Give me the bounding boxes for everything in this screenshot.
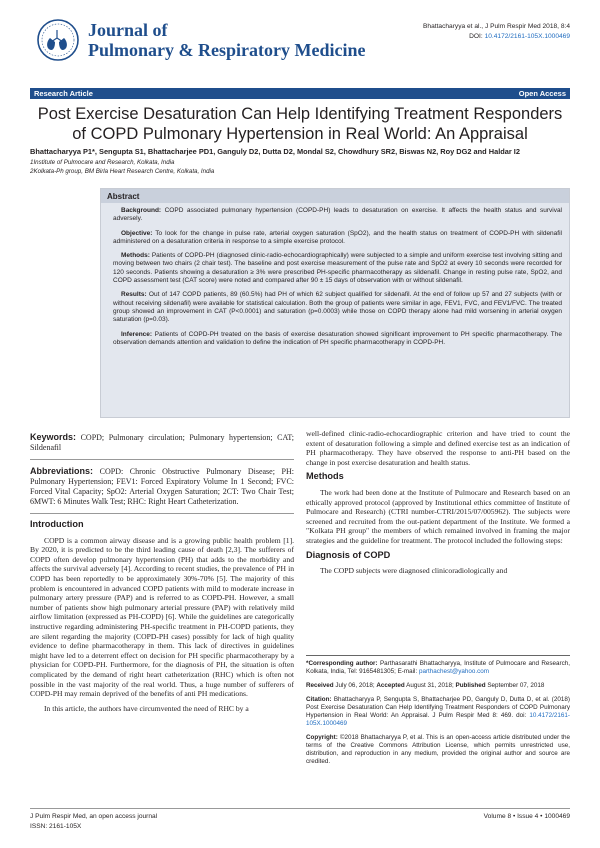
introduction-heading: Introduction — [30, 519, 84, 529]
abstract-methods — [113, 252, 562, 285]
keywords-text: COPD; Pulmonary circulation; Pulmonary hypertension; CAT; Sildenafil — [30, 433, 295, 452]
citation-text: Bhattacharyya P, Sengupta S, Bhattacharjee PD, Ganguly D, Dutta D, et al. (2018) Post Exercise Desaturation Can Help Identifying Treatment Responders of COPD Pulmonary Hypertension in Real World: An Appraisal. J Pulm Respir Med 8: 469. doi: — [306, 696, 570, 719]
right-column — [306, 429, 570, 581]
citation-label: Citation: — [306, 696, 332, 703]
journal-title-line1: Journal of — [88, 20, 168, 40]
abstract-objective-text: To look for the change in pulse rate, arterial oxygen saturation (SpO2), and the health status on treatment of COPD-PH with sildenafil administered on a desaturation criteria in response to a simple exercise protocol. — [113, 229, 562, 245]
footer-volume: Volume 8 • Issue 4 • 1000469 — [483, 813, 570, 820]
footer-issn: ISSN: 2161-105X — [30, 822, 82, 830]
doi-link[interactable]: 10.4172/2161-105X.1000469 — [484, 33, 570, 40]
abstract-inference — [113, 331, 562, 348]
abstract-results-text: Out of 147 COPD patients, 89 (60.5%) had PH of which 62 subject qualified for sildenafil. At the end of follow up 57 and 27 subjects (with or without receiving sildenafil) were available for statistical calculation. Both the group of patients were similar in age, FEV1, FVC, and FEV1/FVC. The treated group showed an improvement in CAT (P<0.0001) and saturation (p=0.0003) while those on COPD therapy alone had mild worsening in arterial oxygen saturation (p=0.03). — [113, 291, 562, 324]
left-column — [30, 432, 294, 718]
abstract-methods-label: Methods: — [121, 252, 150, 260]
introduction-continued: well-defined clinic-radio-echocardiographic criterion and have tried to count the extent of desaturation following a simple and defined exercise test as an indication of PH pharmacotherapy. They have observed the response to anti-PH based on the change in post exercise desaturation and health status. — [306, 429, 570, 467]
published-date: September 07, 2018 — [487, 682, 545, 689]
doi-line — [423, 32, 570, 42]
citation-short: Bhattacharyya et al., J Pulm Respir Med 2018, 8:4 — [423, 23, 570, 30]
received-label: Received — [306, 682, 334, 689]
affiliation-2: 2Kolkata-Ph group, BM Birla Heart Research Centre, Kolkata, India — [30, 168, 215, 175]
email-link[interactable]: parthachest@yahoo.com — [418, 668, 490, 675]
abstract-objective — [113, 230, 562, 247]
corresponding-author — [306, 660, 570, 676]
divider — [30, 513, 294, 514]
paper-title: Post Exercise Desaturation Can Help Identifying Treatment Responders of COPD Pulmonary Hypertension in Real World: An Appraisal — [37, 105, 563, 143]
accepted-label: Accepted — [376, 682, 405, 689]
corresponding-text: Parthasarathi Bhattacharyya, Institute of Pulmocare and Research, Kolkata, India, Tel: 9165481305; E-mail: — [306, 660, 571, 675]
abstract-box — [100, 188, 570, 418]
methods-heading: Methods — [306, 471, 344, 482]
abstract-background — [113, 207, 562, 224]
abstract-results-label: Results: — [121, 291, 147, 299]
citation — [306, 696, 570, 728]
abbreviations-label: Abbreviations: — [30, 466, 94, 476]
article-type: Research Article — [34, 89, 93, 98]
abstract-results — [113, 291, 562, 324]
diagnosis-paragraph: The COPD subjects were diagnosed clinicoradiologically and — [320, 566, 508, 576]
received-date: July 06, 2018; — [335, 682, 375, 689]
methods-paragraph: The work had been done at the Institute of Pulmocare and Research based on an ethically approved protocol (approved by Institutional ethics committee of Institute of Pulmocare and Research) (CTRI number-CTRI/2015/07/005962). The subjects were screened and recruited from the out-patient department of the Institute. We formed a "Kolkata PH group" the members of which remained involved in framing the major strategies and the guideline for treatment. The protocol included the following steps: — [306, 487, 570, 545]
keywords — [30, 432, 294, 453]
introduction-paragraph-1: COPD is a common airway disease and is a growing public health problem [1]. By 2020, it is predicted to be the third leading cause of death [2,3]. The sufferers of COPD often develop pulmonary hypertension (PH) that adds to the morbidity and affects the survival adversely [4]. According to recent studies, the prevalence of PH in COPD has been reportedly to be approximately 30%-70% [5]. The majority of this problem is encountered in advanced COPD patients with mild to moderate increase in pulmonary artery pressure (PAP) and is referred to as COPD-PH. However, a small number of patients show high pulmonary arterial pressure (PAP) with relatively mild airflow limitation (expressed as PH-COPD) [6]. While the guidelines are categorically instructive regarding administering PH-specific treatment in PH-COPD patients, they are silent regarding the majority (COPD-PH cases) possibly for lack of high quality evidence to define pharmacotherapy in them. This lack of directives in guidelines might have led to a deterrent effect on decision for PH specific pharmacotherapy by a physician for COPD-PH. Furthermore, for the diagnosis of PH, the situation is often complicated by the demand of right heart catheterization (RHC) which is often not possible in the vast majority of the real world. Thus, a huge number of sufferers of COPD-PH may remain deprived of the benefits of anti PH medications. — [30, 535, 294, 699]
abstract-objective-label: Objective: — [121, 229, 153, 237]
citation-doi-link[interactable]: 10.4172/2161-105X.1000469 — [306, 712, 570, 727]
affiliations — [30, 158, 214, 176]
corresponding-label: *Corresponding author: — [306, 660, 378, 667]
keywords-label: Keywords: — [30, 432, 77, 442]
footnote-box — [306, 655, 570, 772]
abbreviations — [30, 466, 294, 507]
divider — [30, 459, 294, 460]
abstract-inference-text: Patients of COPD-PH treated on the basis of exercise desaturation showed significant improvement to PH specific pharmacotherapy. The observation demands attention and validation to define the indication of PH specific pharmacotherapy in COPD-PH. — [113, 330, 562, 346]
footnote-rule — [306, 655, 570, 656]
abstract-methods-text: Patients of COPD-PH (diagnosed clinic-radio-echocardiographically) were subjected to a simple and uniform exercise test involving sitting and moving between two chairs (2 chair test). The baseline and post exercise measurement of the pulse rate and SpO2 at every 10 seconds were recorded for 120 seconds. Patients showing a desaturation ≥ 3% were prescribed PH-specific pharmacotherapy as sildenafil. Change in resting pulse rate, SpO2, and COPD assessment test (CAT score) were noted and compared after 90 ± 15 days of observation with or without sildenafil. — [113, 252, 562, 285]
abstract-background-label: Background: — [121, 207, 162, 214]
journal-title — [88, 21, 365, 61]
author-list: Bhattacharyya P1*, Sengupta S1, Bhattacharjee PD1, Ganguly D2, Dutta D2, Mondal S2, Chowdhury SR2, Biswas N2, Roy DG2 and Haldar I2 — [30, 147, 520, 156]
abbreviations-text: COPD: Chronic Obstructive Pulmonary Disease; PH: Pulmonary Hypertension; FEV1: Forced Expiratory Volume In 1 Second; FVC: Forced Vital Capacity; SpO2: Arterial Oxygen Saturation; 2CT: Two Chair Test; 6MWT: 6 Minutes Walk Test; RHC: Right Heart Catheterization. — [30, 467, 294, 506]
abstract-background-text: COPD associated pulmonary hypertension (COPD-PH) leads to desaturation on exercise. It affects the health status and survival adversely. — [113, 207, 563, 223]
published-label: Published — [455, 682, 486, 689]
dates — [306, 682, 570, 690]
abstract-heading: Abstract — [101, 189, 569, 203]
journal-logo-icon — [36, 18, 80, 62]
doi-label: DOI: — [469, 33, 483, 40]
introduction-paragraph-2: In this article, the authors have circumvented the need of RHC by a — [44, 703, 249, 713]
journal-title-line2: Pulmonary & Respiratory Medicine — [88, 39, 366, 60]
copyright-text: ©2018 Bhattacharyya P, et al. This is an open-access article distributed under the terms of the Creative Commons Attribution License, which permits unrestricted use, distribution, and reproduction in any medium, provided the original author and source are credited. — [306, 734, 571, 765]
accepted-date: August 31, 2018; — [406, 682, 454, 689]
page-footer — [30, 808, 570, 831]
diagnosis-heading: Diagnosis of COPD — [306, 549, 391, 560]
footer-journal: J Pulm Respir Med, an open access journal — [30, 813, 158, 820]
affiliation-1: 1Institute of Pulmocare and Research, Kolkata, India — [30, 159, 175, 166]
open-access-label: Open Access — [518, 89, 566, 98]
copyright — [306, 734, 570, 766]
copyright-label: Copyright: — [306, 734, 338, 741]
abstract-inference-label: Inference: — [121, 330, 153, 338]
header-citation — [423, 22, 570, 42]
article-type-bar — [30, 88, 570, 99]
